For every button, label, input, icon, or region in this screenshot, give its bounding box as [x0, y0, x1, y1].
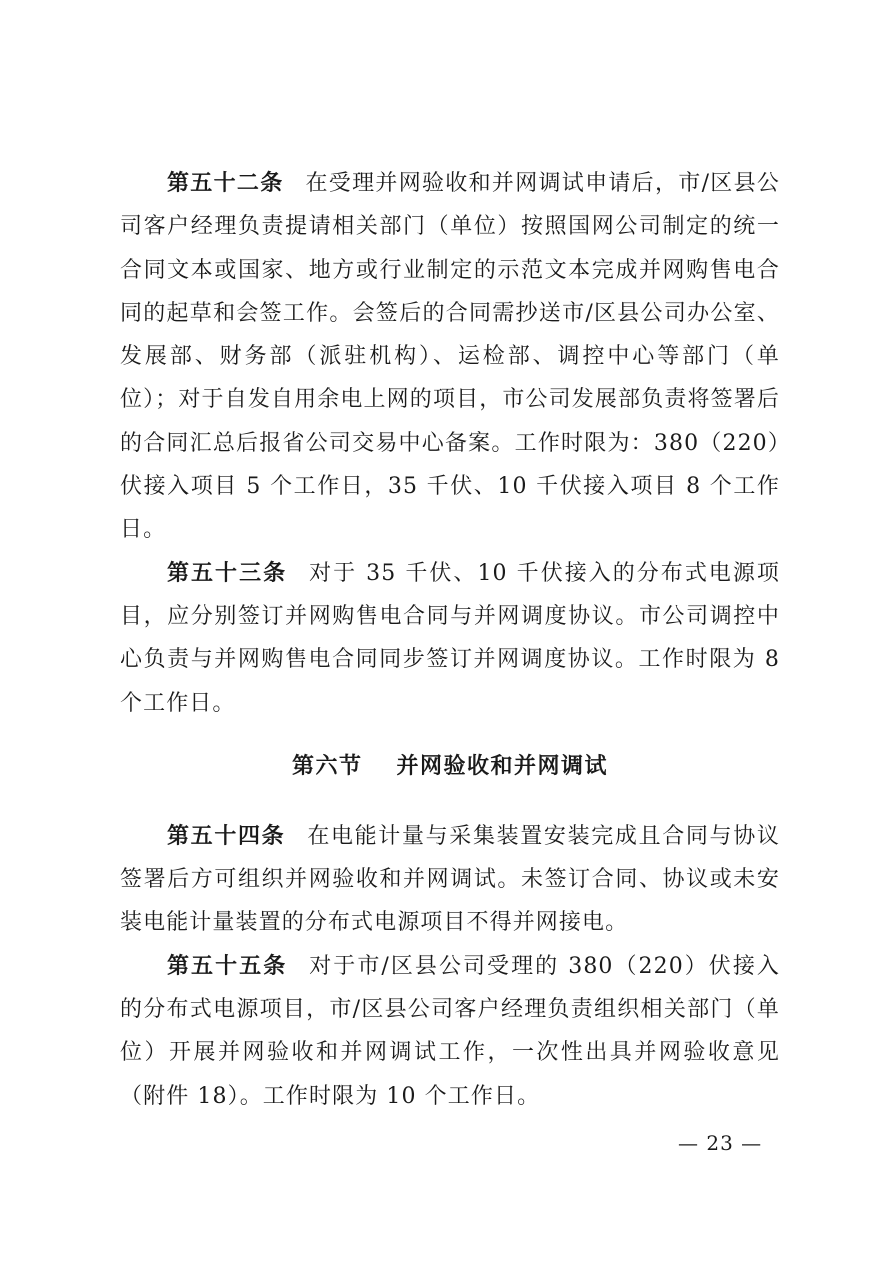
article-number: 第五十五条 — [167, 953, 288, 979]
article-53 — [120, 552, 780, 725]
article-text: 在受理并网验收和并网调试申请后，市/区县公司客户经理负责提请相关部门（单位）按照国网公司制定的统一合同文本或国家、地方或行业制定的示范文本完成并网购售电合同的起草和会签工作。会签后的合同需抄送市/区县公司办公室、发展部、财务部（派驻机构）、运检部、调控中心等部门（单位）；对于自发自用余电上网的项目，市公司发展部负责将签署后的合同汇总后报省公司交易中心备案。工作时限为：380（220）伏接入项目 5 个工作日，35 千伏、10 千伏接入项目 8 个工作日。 — [120, 171, 780, 543]
article-text: 对于市/区县公司受理的 380（220）伏接入的分布式电源项目，市/区县公司客户经理负责组织相关部门（单位）开展并网验收和并网调试工作，一次性出具并网验收意见（附件 18）。工作时限为 10 个工作日。 — [120, 953, 780, 1109]
page-number: — 23 — — [678, 1131, 763, 1155]
article-55 — [120, 945, 780, 1118]
section-title: 并网验收和并网调试 — [396, 753, 609, 779]
section-number: 第六节 — [291, 753, 363, 779]
article-text: 对于 35 千伏、10 千伏接入的分布式电源项目，应分别签订并网购售电合同与并网调度协议。市公司调控中心负责与并网购售电合同同步签订并网调度协议。工作时限为 8 个工作日。 — [120, 560, 780, 716]
article-text: 在电能计量与采集装置安装完成且合同与协议签署后方可组织并网验收和并网调试。未签订合同、协议或未安装电能计量装置的分布式电源项目不得并网接电。 — [120, 823, 780, 936]
section-heading — [120, 738, 780, 796]
document-body — [120, 162, 780, 1118]
article-number: 第五十二条 — [167, 171, 284, 196]
article-number: 第五十四条 — [167, 823, 286, 849]
article-number: 第五十三条 — [167, 560, 288, 586]
article-52 — [120, 162, 780, 552]
article-54 — [120, 815, 780, 945]
